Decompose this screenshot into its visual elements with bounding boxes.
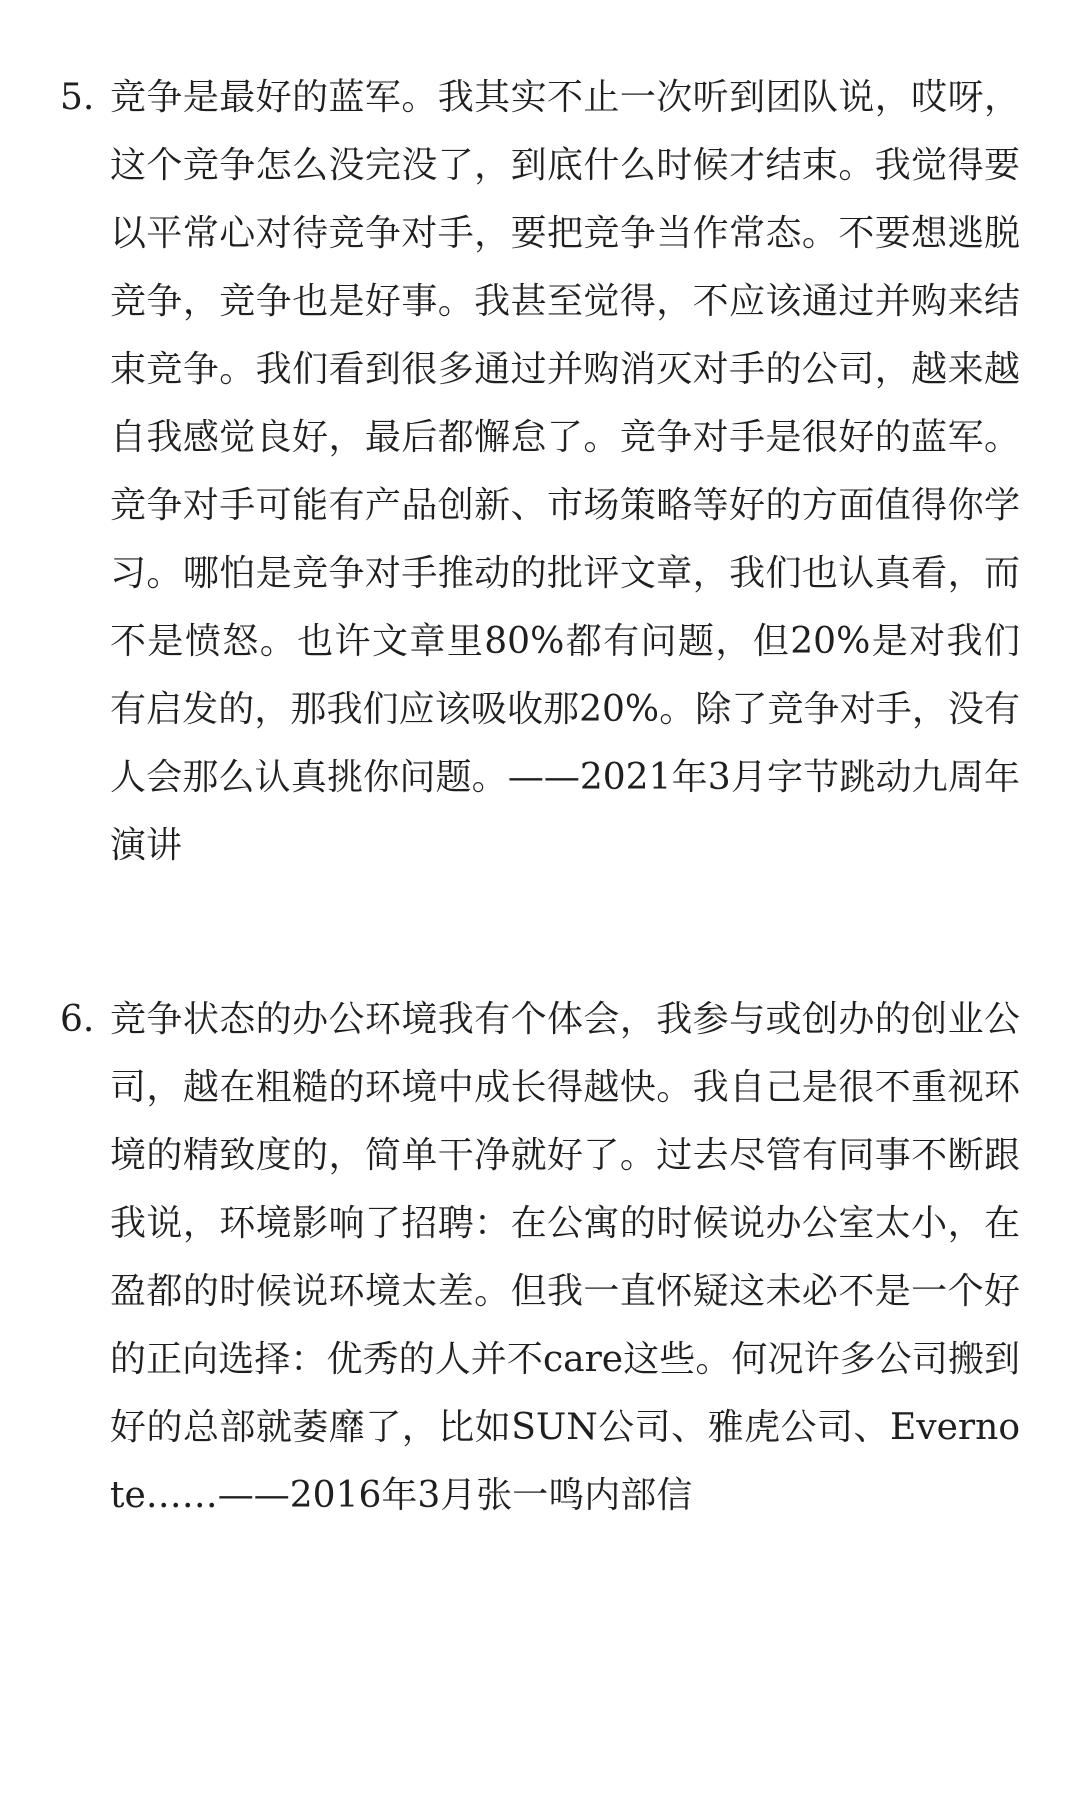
list-item-5 bbox=[60, 64, 1020, 880]
item-paragraph: 竞争状态的办公环境我有个体会，我参与或创办的创业公司，越在粗糙的环境中成长得越快。我自己是很不重视环境的精致度的，简单干净就好了。过去尽管有同事不断跟我说，环境影响了招聘：在公寓的时候说办公室太小，在盈都的时候说环境太差。但我一直怀疑这未必不是一个好的正向选择：优秀的人并不care这些。何况许多公司搬到好的总部就萎靡了，比如SUN公司、雅虎公司、Evernote……——2016年3月张一鸣内部信 bbox=[110, 999, 1020, 1516]
item-number: 6. bbox=[60, 999, 95, 1040]
item-paragraph: 竞争是最好的蓝军。我其实不止一次听到团队说，哎呀，这个竞争怎么没完没了，到底什么时候才结束。我觉得要以平常心对待竞争对手，要把竞争当作常态。不要想逃脱竞争，竞争也是好事。我甚至觉得，不应该通过并购来结束竞争。我们看到很多通过并购消灭对手的公司，越来越自我感觉良好，最后都懈怠了。竞争对手是很好的蓝军。竞争对手可能有产品创新、市场策略等好的方面值得你学习。哪怕是竞争对手推动的批评文章，我们也认真看，而不是愤怒。也许文章里80%都有问题，但20%是对我们有启发的，那我们应该吸收那20%。除了竞争对手，没有人会那么认真挑你问题。——2021年3月字节跳动九周年演讲 bbox=[110, 77, 1020, 866]
item-number: 5. bbox=[60, 77, 95, 118]
list-item-6 bbox=[60, 986, 1020, 1530]
